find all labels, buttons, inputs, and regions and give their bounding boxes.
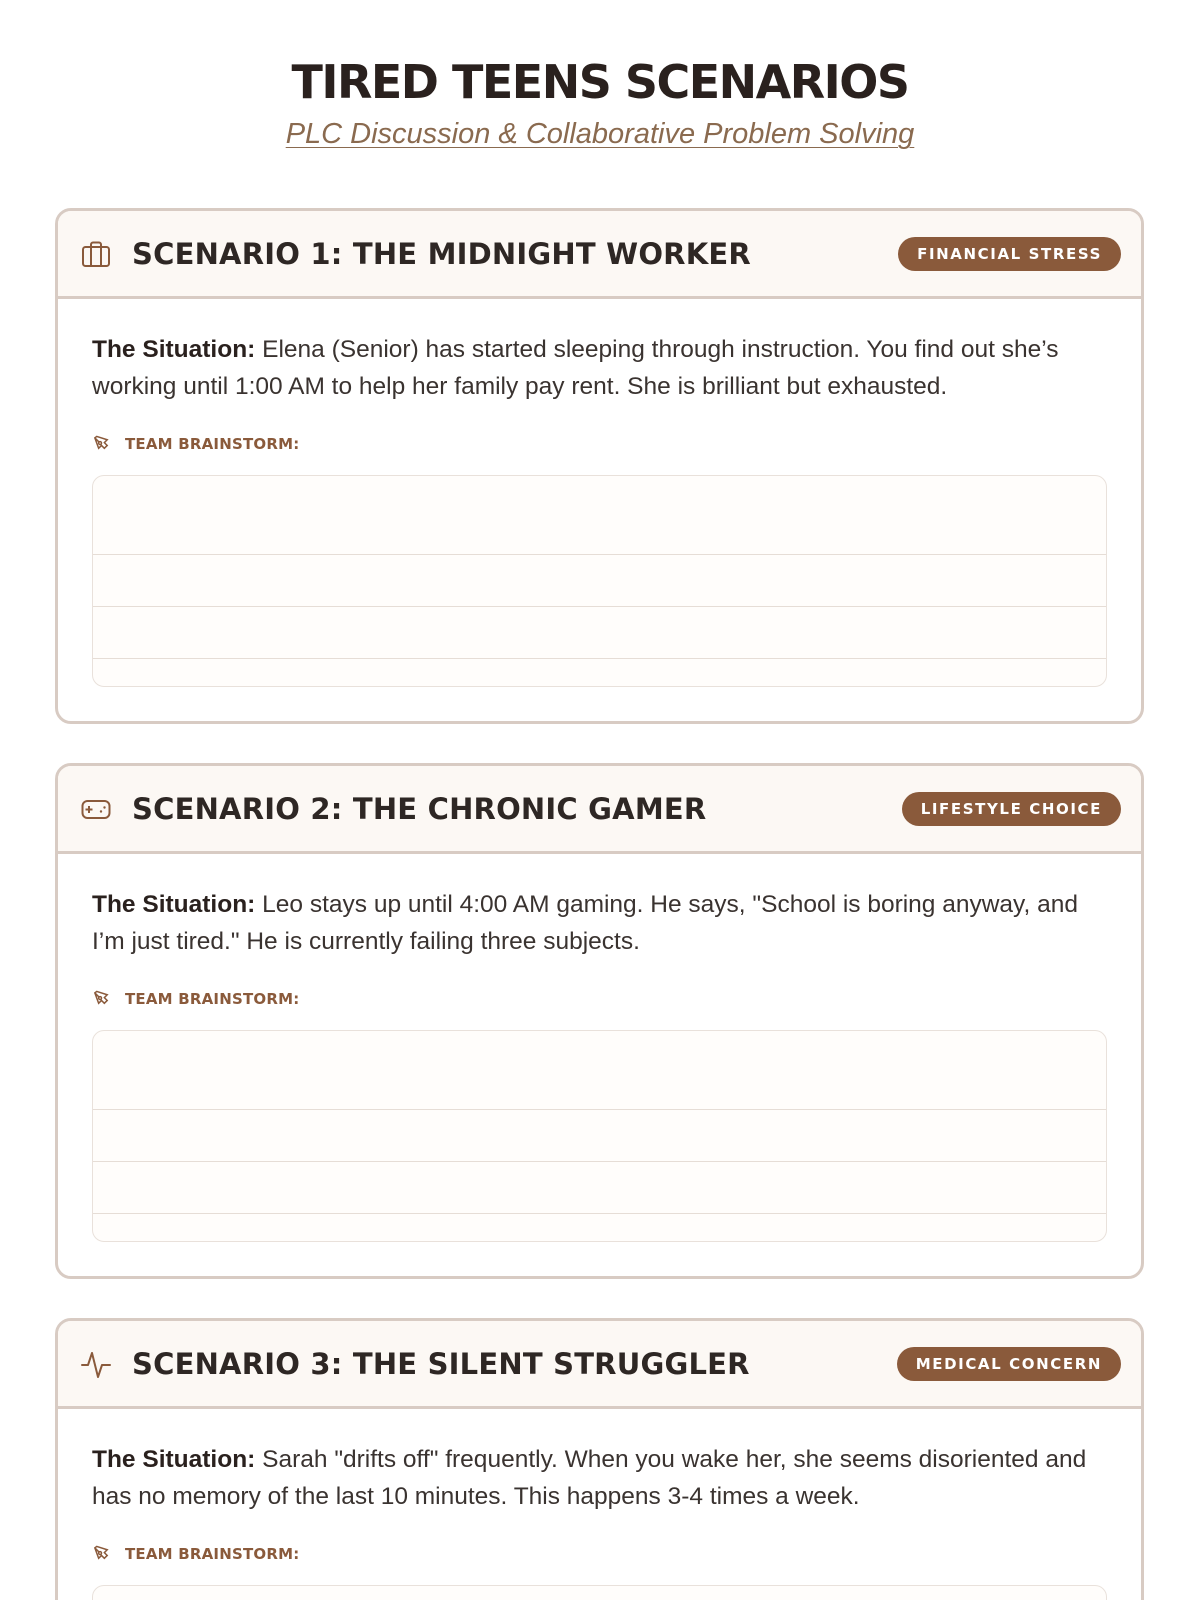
team-brainstorm-label xyxy=(92,433,1107,455)
brainstorm-label-text: TEAM BRAINSTORM: xyxy=(125,1545,300,1563)
situation-paragraph xyxy=(92,331,1107,405)
scenario-card-header xyxy=(58,211,1141,299)
scenario-card-1 xyxy=(55,208,1144,724)
brainstorm-writing-area[interactable] xyxy=(92,1030,1107,1242)
brainstorm-writing-area[interactable] xyxy=(92,1585,1107,1600)
category-badge: FINANCIAL STRESS xyxy=(898,237,1121,271)
category-badge: LIFESTYLE CHOICE xyxy=(902,792,1121,826)
scenario-card-body xyxy=(58,299,1141,721)
scenario-card-3 xyxy=(55,1318,1144,1600)
writing-line xyxy=(93,554,1106,555)
pen-tool-icon xyxy=(92,990,111,1009)
scenario-title: SCENARIO 1: THE MIDNIGHT WORKER xyxy=(132,236,751,271)
situation-label: The Situation: xyxy=(92,1446,256,1473)
team-brainstorm-label xyxy=(92,1543,1107,1565)
gamepad-icon xyxy=(80,793,112,825)
situation-paragraph xyxy=(92,1441,1107,1515)
brainstorm-label-text: TEAM BRAINSTORM: xyxy=(125,435,300,453)
writing-line xyxy=(93,1109,1106,1110)
situation-text: Elena (Senior) has started sleeping through instruction. You find out she’s working until 1:00 AM to help her family pay rent. She is brilliant but exhausted. xyxy=(92,336,1059,400)
scenario-card-header xyxy=(58,1321,1141,1409)
writing-line xyxy=(93,658,1106,659)
situation-text: Leo stays up until 4:00 AM gaming. He says, "School is boring anyway, and I’m just tired." He is currently failing three subjects. xyxy=(92,891,1078,955)
category-badge: MEDICAL CONCERN xyxy=(897,1347,1121,1381)
writing-line xyxy=(93,1161,1106,1162)
brainstorm-label-text: TEAM BRAINSTORM: xyxy=(125,990,300,1008)
team-brainstorm-label xyxy=(92,988,1107,1010)
scenario-card-body xyxy=(58,854,1141,1276)
briefcase-icon xyxy=(80,238,112,270)
scenario-card-header xyxy=(58,766,1141,854)
situation-label: The Situation: xyxy=(92,891,256,918)
scenario-card-body xyxy=(58,1409,1141,1600)
activity-pulse-icon xyxy=(80,1348,112,1380)
pen-tool-icon xyxy=(92,1545,111,1564)
scenario-card-2 xyxy=(55,763,1144,1279)
brainstorm-writing-area[interactable] xyxy=(92,475,1107,687)
situation-text: Sarah "drifts off" frequently. When you wake her, she seems disoriented and has no memory of the last 10 minutes. This happens 3-4 times a week. xyxy=(92,1446,1087,1510)
page-header xyxy=(0,0,1200,151)
page-subtitle: PLC Discussion & Collaborative Problem Solving xyxy=(285,118,915,150)
page-title: TIRED TEENS SCENARIOS xyxy=(291,55,909,109)
writing-line xyxy=(93,606,1106,607)
pen-tool-icon xyxy=(92,435,111,454)
scenario-title: SCENARIO 2: THE CHRONIC GAMER xyxy=(132,791,707,826)
writing-line xyxy=(93,1213,1106,1214)
situation-label: The Situation: xyxy=(92,336,256,363)
situation-paragraph xyxy=(92,886,1107,960)
scenario-title: SCENARIO 3: THE SILENT STRUGGLER xyxy=(132,1346,750,1381)
